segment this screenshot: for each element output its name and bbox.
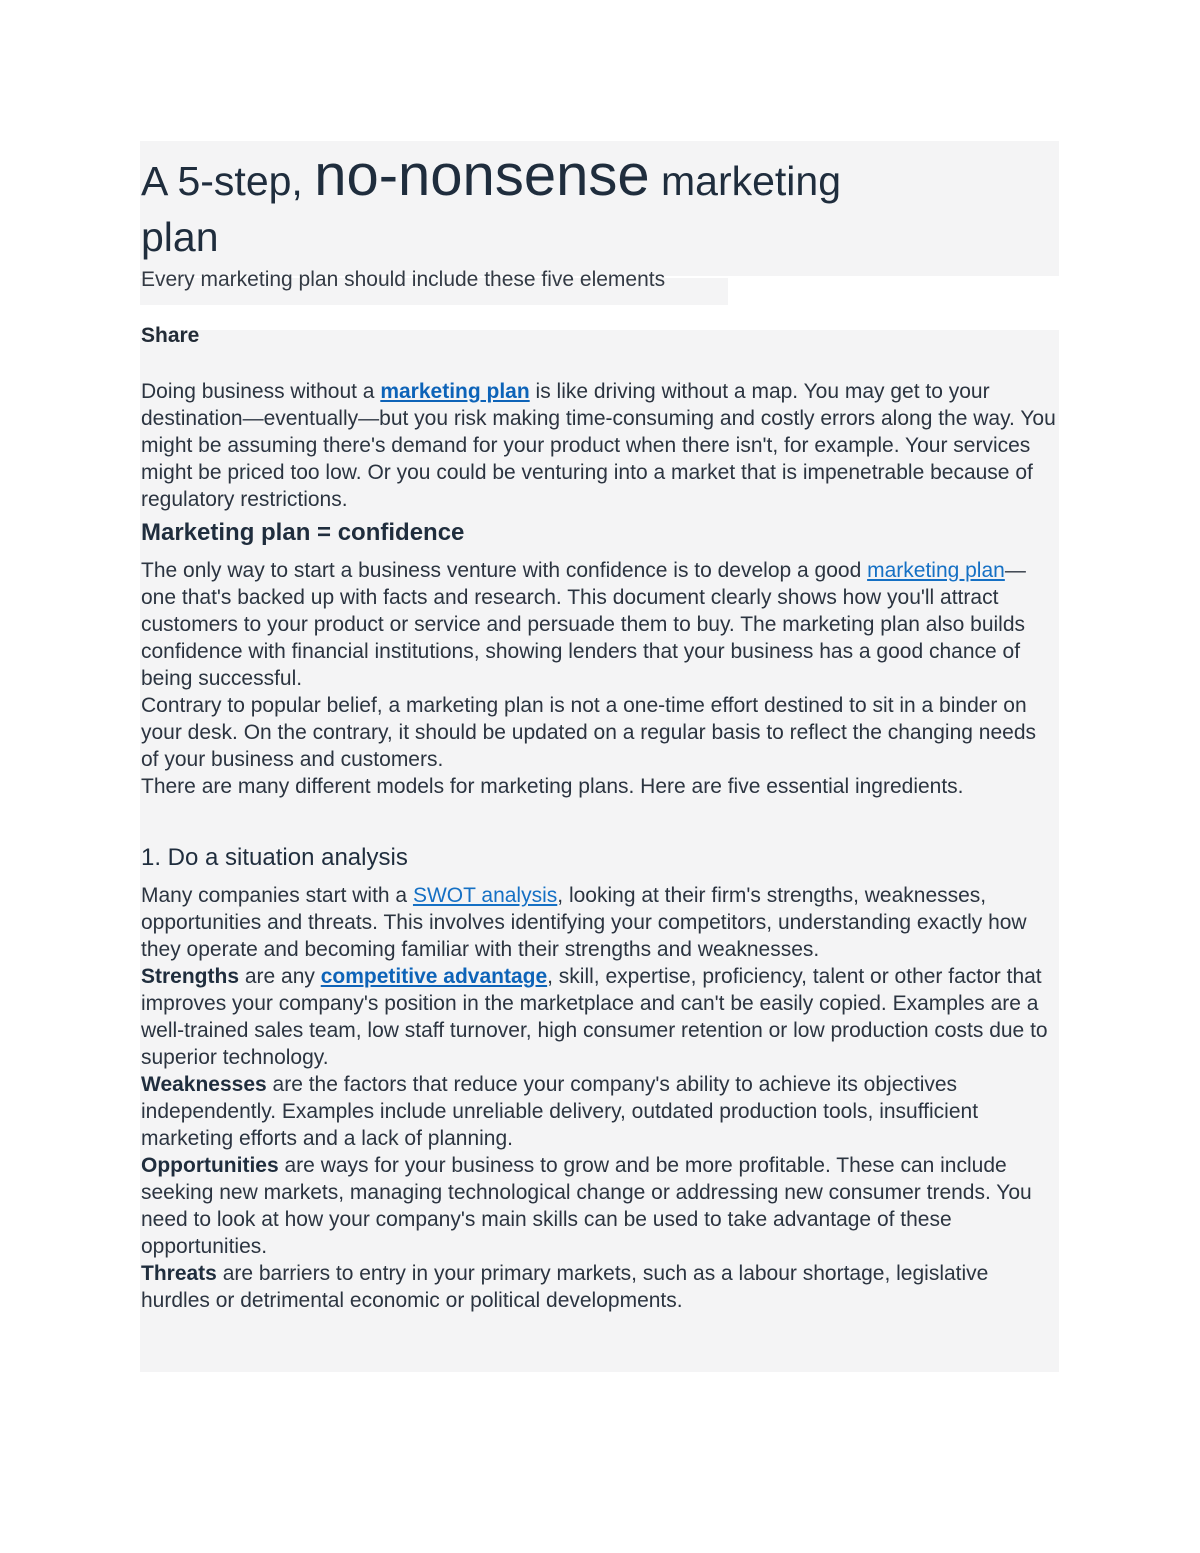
share-label[interactable]: Share (141, 324, 200, 347)
weaknesses-text: are the factors that reduce your company's ability to achieve its objectives independently. Examples include unreliable delivery, outdated production tools, insufficient marketing efforts and a lack of planning. (141, 1073, 979, 1150)
weaknesses-paragraph (141, 1071, 1059, 1152)
opportunities-text: are ways for your business to grow and be more profitable. These can include seeking new markets, managing technological change or addressing new consumer trends. You need to look at how your company's main skills can be used to take advantage of these opportunities. (141, 1154, 1032, 1258)
swot-analysis-link[interactable]: SWOT analysis (412, 884, 558, 907)
threats-text: are barriers to entry in your primary markets, such as a labour shortage, legislative hurdles or detrimental economic or political developments. (141, 1262, 989, 1312)
threats-paragraph (141, 1260, 1059, 1314)
threats-term: Threats (141, 1262, 217, 1285)
swot-text-2: , looking at their firm's strengths, weaknesses, opportunities and threats. This involves identifying your competitors, understanding exactly how they operate and becoming familiar with their strengths and weaknesses. (141, 884, 1027, 961)
strengths-text-2: , skill, expertise, proficiency, talent or other factor that improves your company's position in the marketplace and can't be easily copied. Examples are a well-trained sales team, low staff turnover, high consumer retention or low production costs due to superior technology. (141, 965, 1048, 1069)
page-title (141, 143, 1059, 265)
intro-paragraph (141, 378, 1059, 513)
title-part-2: no-nonsense (314, 143, 650, 208)
marketing-plan-link[interactable]: marketing plan (380, 380, 530, 403)
confidence-text-2: —one that's backed up with facts and research. This document clearly shows how you'll attract customers to your product or service and persuade them to buy. The marketing plan also builds confidence with financial institutions, showing lenders that your business has a good chance of being successful. (141, 559, 1026, 690)
title-part-1: A 5-step, (141, 158, 315, 204)
confidence-paragraph-3: There are many different models for marketing plans. Here are five essential ingredients. (141, 775, 964, 798)
competitive-advantage-link[interactable]: competitive advantage (320, 965, 548, 988)
title-line-2: plan (141, 214, 219, 260)
confidence-paragraph-1 (141, 557, 1059, 692)
confidence-paragraph-2: Contrary to popular belief, a marketing plan is not a one-time effort destined to sit in a binder on your desk. On the contrary, it should be updated on a regular basis to reflect the changing needs of your business and customers. (141, 694, 1037, 771)
opportunities-paragraph (141, 1152, 1059, 1260)
opportunities-term: Opportunities (141, 1154, 279, 1177)
title-part-3: marketing (649, 158, 842, 204)
subtitle: Every marketing plan should include these five elements (141, 268, 666, 291)
confidence-text-1: The only way to start a business venture with confidence is to develop a good (141, 559, 868, 582)
section-1-heading: 1. Do a situation analysis (141, 844, 408, 871)
strengths-paragraph (141, 963, 1059, 1071)
marketing-plan-link-2[interactable]: marketing plan (867, 559, 1005, 582)
strengths-term: Strengths (141, 965, 240, 988)
article-content (141, 143, 1059, 1314)
swot-paragraph (141, 882, 1059, 963)
intro-text-1: Doing business without a (141, 380, 381, 403)
strengths-text-1: are any (239, 965, 321, 988)
swot-text-1: Many companies start with a (141, 884, 413, 907)
intro-text-2: is like driving without a map. You may get to your destination—eventually—but you risk making time-consuming and costly errors along the way. You might be assuming there's demand for your product when there isn't, for example. Your services might be priced too low. Or you could be venturing into a market that is impenetrable because of regulatory restrictions. (141, 380, 1056, 511)
confidence-heading: Marketing plan = confidence (141, 519, 465, 546)
weaknesses-term: Weaknesses (141, 1073, 267, 1096)
